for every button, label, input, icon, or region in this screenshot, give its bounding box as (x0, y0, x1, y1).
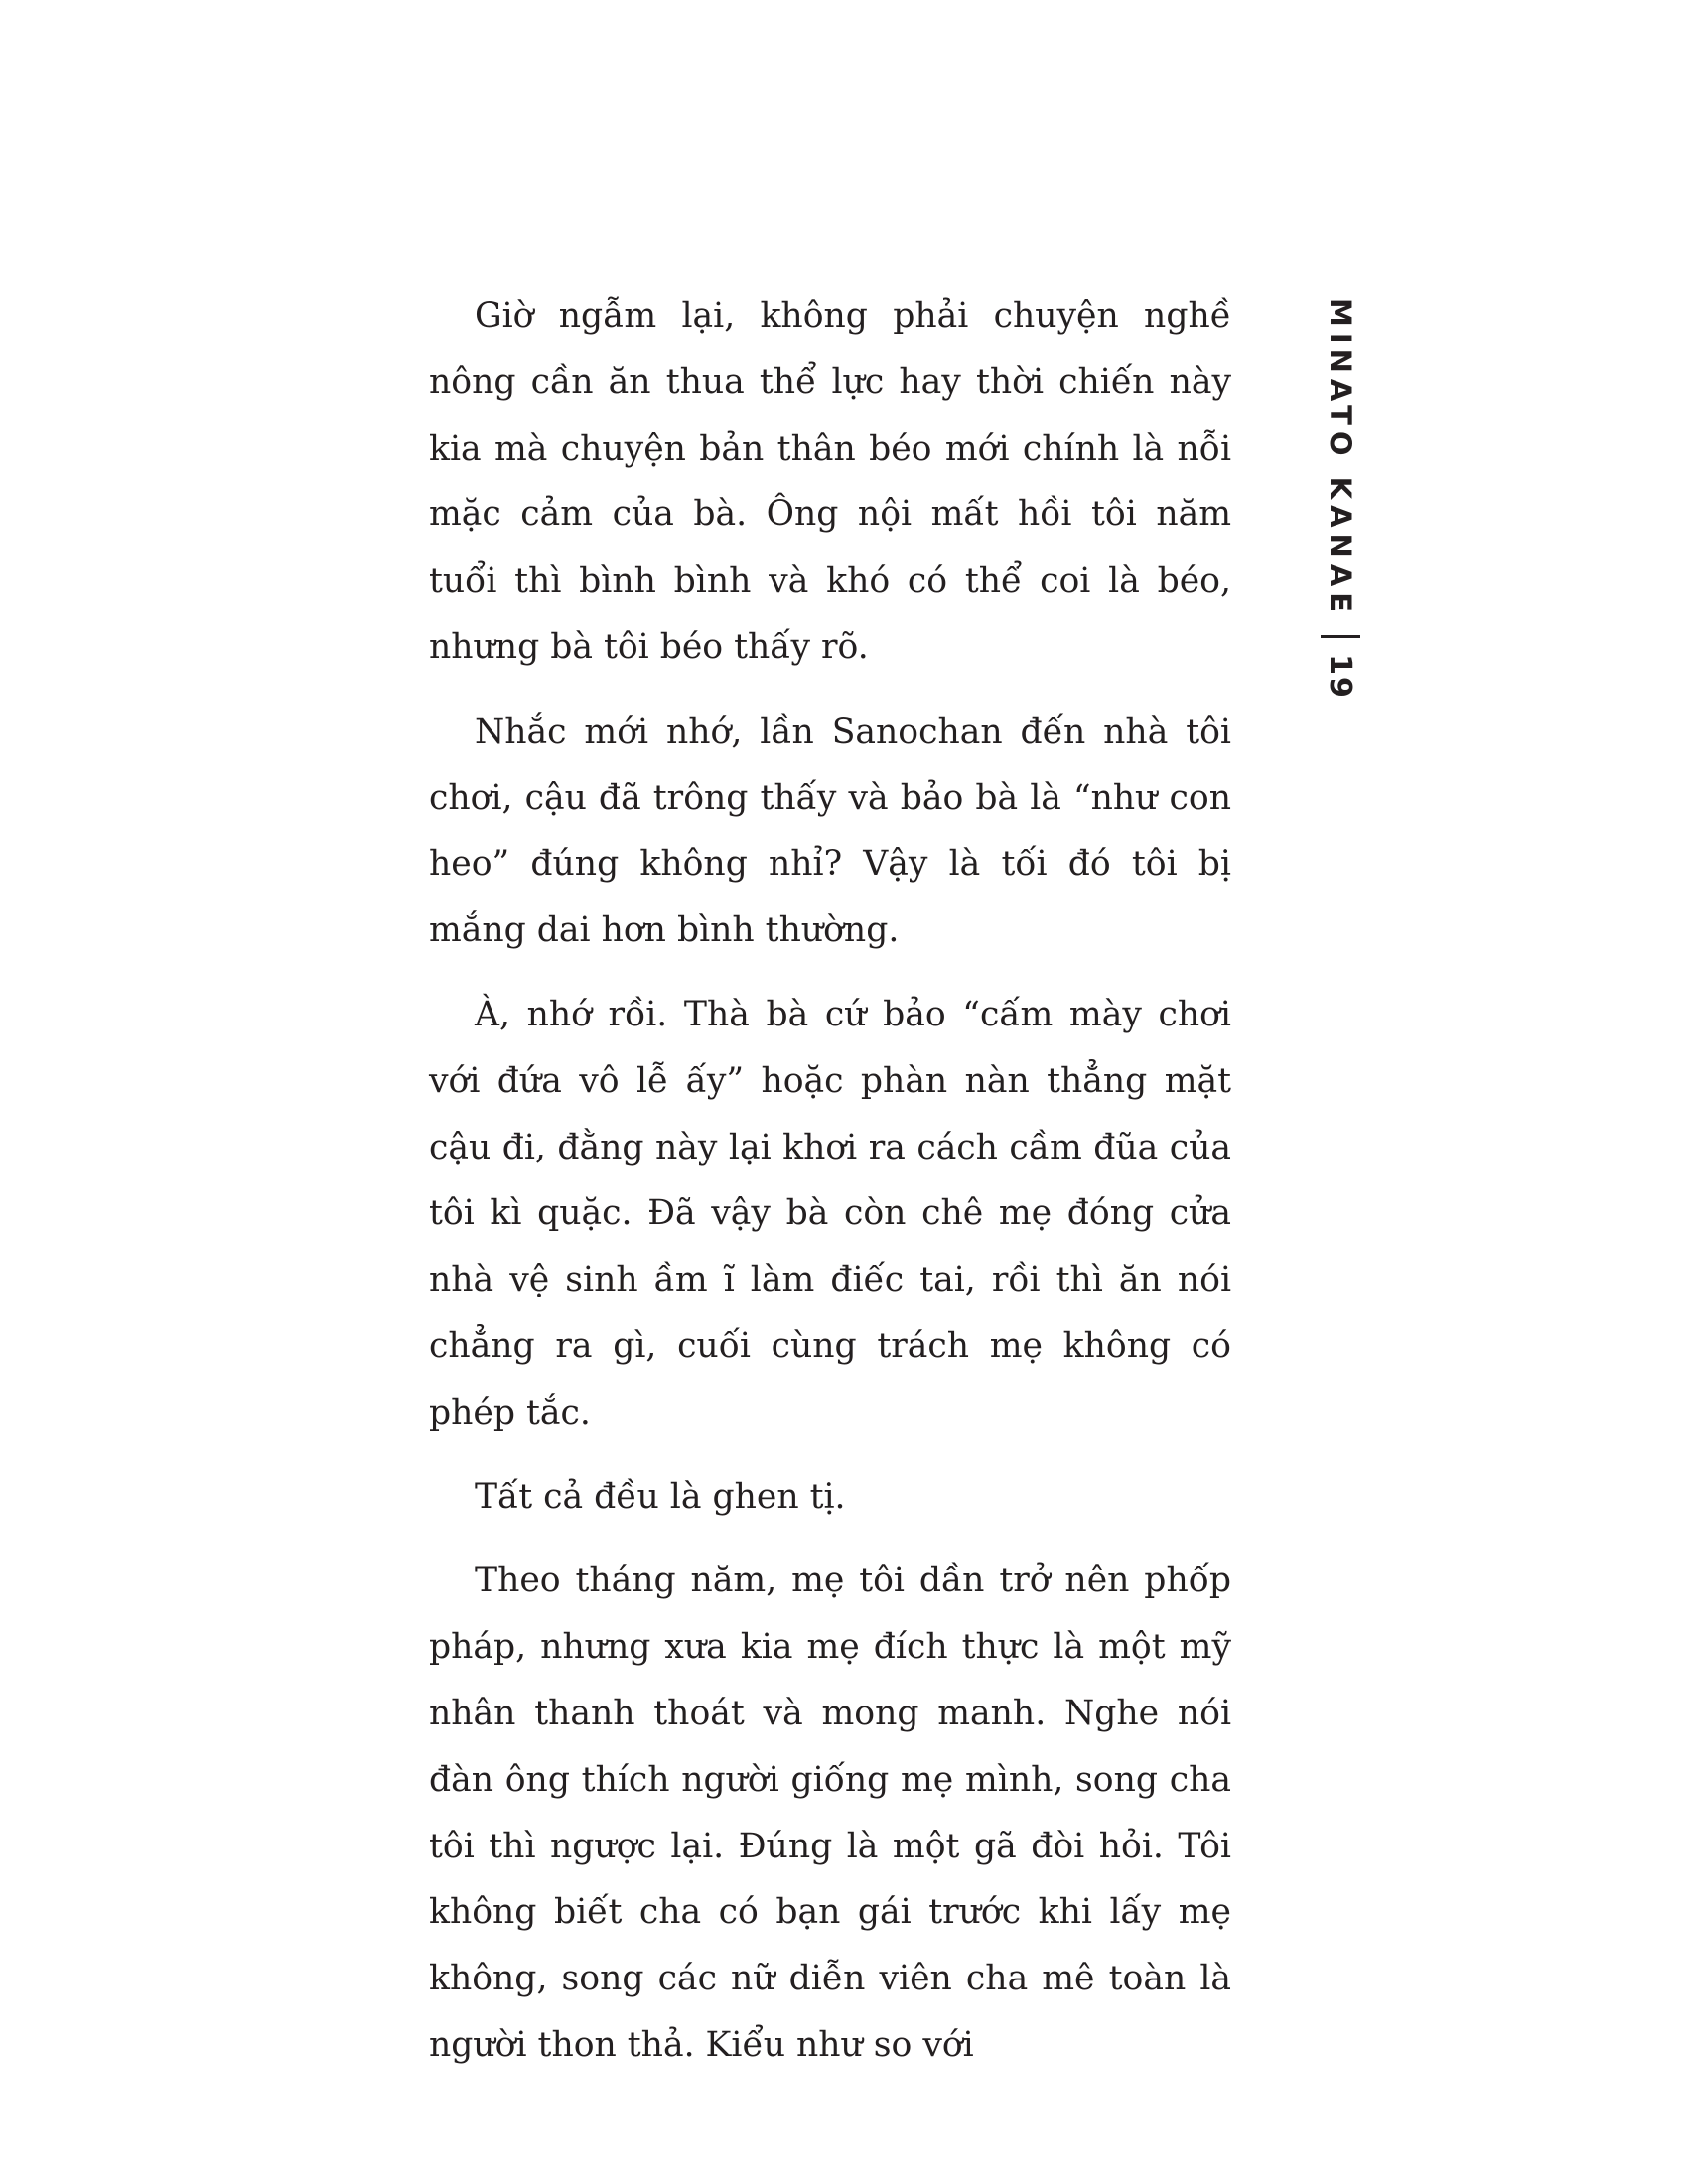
paragraph-3: À, nhớ rồi. Thà bà cứ bảo “cấm mày chơi với đứa vô lễ ấy” hoặc phàn nàn thẳng mặt cậu đi, đằng này lại khơi ra cách cầm đũa của tôi kì quặc. Đã vậy bà còn chê mẹ đóng cửa nhà vệ sinh ầm ĩ làm điếc tai, rồi thì ăn nói chẳng ra gì, cuối cùng trách mẹ không có phép tắc. (429, 994, 1231, 1433)
running-head-content (1316, 298, 1365, 735)
page-number: 19 (1323, 654, 1358, 700)
body-text (429, 283, 1231, 2079)
running-head-divider (1321, 635, 1360, 638)
running-head (1316, 298, 1365, 735)
author-name: MINATO KANAE (1324, 298, 1357, 618)
paragraph-4: Tất cả đều là ghen tị. (475, 1476, 846, 1517)
paragraph-1: Giờ ngẫm lại, không phải chuyện nghề nông cần ăn thua thể lực hay thời chiến này kia mà chuyện bản thân béo mới chính là nỗi mặc cảm của bà. Ông nội mất hồi tôi năm tuổi thì bình bình và khó có thể coi là béo, nhưng bà tôi béo thấy rõ. (429, 296, 1231, 667)
paragraph-5: Theo tháng năm, mẹ tôi dần trở nên phốp pháp, nhưng xưa kia mẹ đích thực là một mỹ nhân thanh thoát và mong manh. Nghe nói đàn ông thích người giống mẹ mình, song cha tôi thì ngược lại. Đúng là một gã đòi hỏi. Tôi không biết cha có bạn gái trước khi lấy mẹ không, song các nữ diễn viên cha mê toàn là người thon thả. Kiểu như so với (429, 1561, 1231, 2065)
paragraph-2: Nhắc mới nhớ, lần Sanochan đến nhà tôi chơi, cậu đã trông thấy và bảo bà là “như con heo” đúng không nhỉ? Vậy là tối đó tôi bị mắng dai hơn bình thường. (429, 711, 1231, 951)
